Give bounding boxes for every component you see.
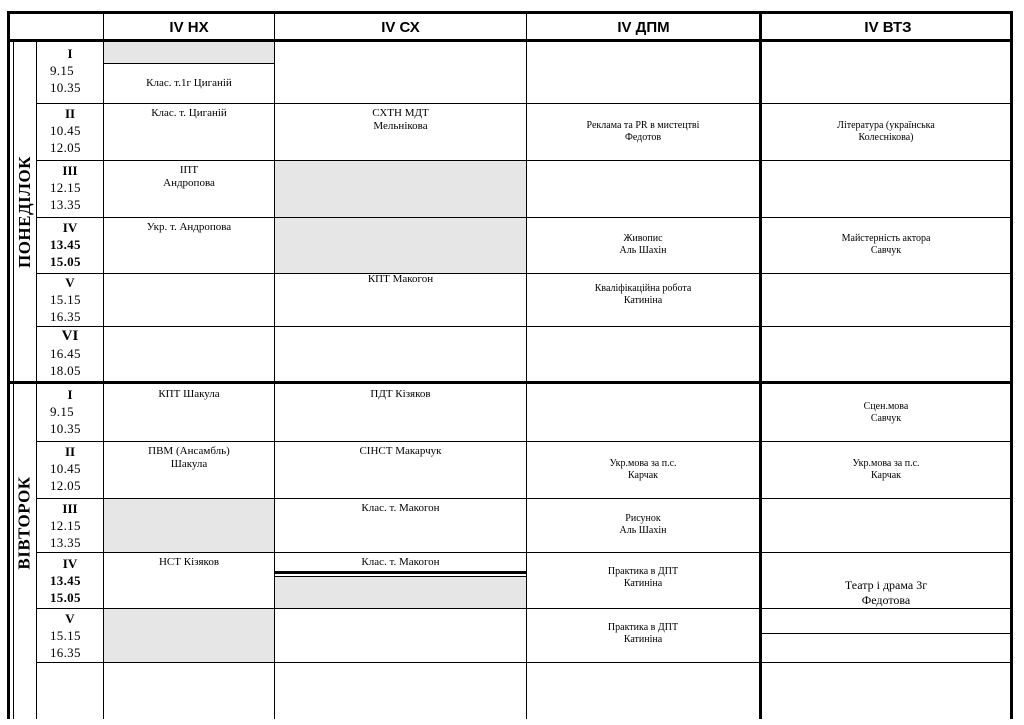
period-end: 13.35	[50, 197, 81, 212]
lesson-cell: СІНСТ Макарчук	[359, 445, 442, 457]
thick-split-line	[275, 571, 526, 574]
period-start: 15.15	[50, 628, 81, 643]
period-number: II	[64, 444, 76, 459]
lesson-cell: Укр. т. Андропова	[146, 221, 232, 233]
day-label-monday: ПОНЕДІЛОК	[15, 155, 35, 268]
lesson-cell: Клас. т. Макогон	[361, 502, 440, 514]
lesson-cell: Укр.мова за п.с. Карчак	[609, 457, 677, 481]
lesson-cell: КПТ Шакула	[158, 388, 220, 400]
period-tue-1	[37, 386, 103, 437]
period-number: V	[65, 611, 75, 626]
period-number: II	[64, 106, 76, 121]
period-number: III	[62, 163, 78, 178]
lesson-cell: Практика в ДПТ Катиніна	[607, 622, 679, 645]
period-tue-5	[37, 610, 103, 661]
period-mon-6	[37, 328, 103, 379]
lesson-cell: Рисунок Аль Шахін	[619, 513, 667, 536]
shaded-cell	[275, 161, 526, 217]
row-line	[36, 662, 1013, 663]
lesson-cell: Клас. т. Макогон	[361, 556, 440, 568]
period-start: 12.15	[50, 180, 81, 195]
period-number: IV	[62, 220, 78, 235]
lesson-cell: НСТ Кізяков	[158, 556, 220, 568]
period-mon-3	[37, 162, 103, 213]
period-number: VI	[61, 328, 79, 344]
lesson-cell: ПВМ (Ансамбль) Шакула	[148, 445, 230, 470]
lesson-cell: ІПТ Андропова	[163, 164, 215, 189]
lesson-cell: Укр.мова за п.с. Карчак	[852, 457, 920, 481]
period-number: III	[62, 501, 78, 516]
period-number: IV	[62, 556, 78, 571]
period-mon-4	[37, 219, 103, 270]
lesson-cell: Кваліфікаційна робота Катиніна	[594, 283, 692, 306]
header-group-sh: IV СХ	[381, 18, 420, 36]
header-group-nh: IV НХ	[169, 18, 209, 36]
period-mon-5	[37, 274, 103, 325]
period-mon-1	[37, 45, 103, 96]
period-start: 13.45	[50, 237, 81, 252]
header-group-dpm: IV ДПМ	[617, 18, 670, 36]
row-line	[762, 633, 1010, 634]
period-end: 18.05	[50, 363, 81, 378]
shaded-cell	[104, 499, 274, 552]
period-end: 12.05	[50, 140, 81, 155]
period-end: 13.35	[50, 535, 81, 550]
shaded-cell	[275, 218, 526, 273]
lesson-cell: Клас. т.1г Циганій	[146, 77, 232, 89]
period-start: 10.45	[50, 123, 81, 138]
period-number: V	[65, 275, 75, 290]
period-tue-2	[37, 443, 103, 494]
lesson-cell: Майстерність актора Савчук	[841, 233, 931, 256]
period-start: 12.15	[50, 518, 81, 533]
period-start: 16.45	[50, 346, 81, 361]
period-end: 15.05	[50, 254, 81, 269]
day-label-tuesday: ВІВТОРОК	[15, 476, 34, 570]
shaded-cell	[104, 609, 274, 662]
lesson-cell: ПДТ Кізяков	[370, 388, 431, 400]
period-end: 16.35	[50, 645, 81, 660]
period-end: 12.05	[50, 478, 81, 493]
lesson-cell: Театр і драма 3г Федотова	[844, 577, 928, 607]
lesson-cell: Реклама та PR в мистецтві Федотов	[586, 119, 700, 143]
timetable	[7, 11, 1013, 719]
period-end: 16.35	[50, 309, 81, 324]
top-border	[7, 11, 1013, 14]
period-start: 9.15	[50, 63, 74, 78]
period-end: 15.05	[50, 590, 81, 605]
period-start: 15.15	[50, 292, 81, 307]
right-border	[1010, 11, 1013, 719]
lesson-cell: Література (українська Колеснікова)	[837, 119, 935, 143]
period-end: 10.35	[50, 80, 81, 95]
period-mon-2	[37, 105, 103, 156]
lesson-cell: Практика в ДПТ Катиніна	[607, 566, 679, 589]
lesson-cell: Клас. т. Циганій	[151, 107, 227, 119]
period-start: 13.45	[50, 573, 81, 588]
period-start: 9.15	[50, 404, 74, 419]
lesson-cell: КПТ Макогон	[367, 273, 434, 285]
left-border	[7, 11, 10, 719]
lesson-cell: Сцен.мова Савчук	[863, 400, 909, 424]
lesson-cell: Живопис Аль Шахін	[619, 233, 667, 256]
period-tue-4	[37, 555, 103, 606]
row-line	[275, 576, 526, 577]
period-tue-3	[37, 500, 103, 551]
period-number: I	[67, 46, 73, 61]
period-end: 10.35	[50, 421, 81, 436]
shaded-cell	[275, 576, 526, 608]
row-line	[36, 326, 1013, 327]
period-start: 10.45	[50, 461, 81, 476]
header-group-vtz: IV ВТЗ	[864, 18, 912, 36]
shaded-cell	[104, 42, 274, 63]
lesson-cell: СХТН МДТ Мельнікова	[372, 107, 429, 132]
period-number: I	[67, 387, 73, 402]
